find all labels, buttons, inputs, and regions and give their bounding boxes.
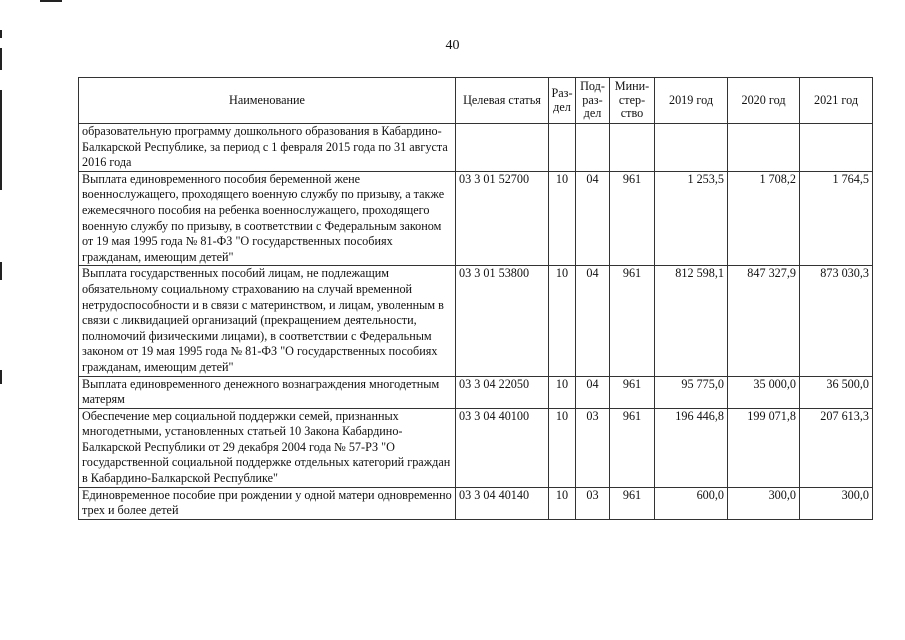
header-2019: 2019 год [655, 78, 728, 124]
row-2019: 95 775,0 [655, 376, 728, 408]
table-row [79, 487, 873, 519]
row-subsection: 04 [576, 266, 610, 376]
row-2021: 1 764,5 [800, 171, 873, 266]
scan-artifact [40, 0, 62, 2]
row-2021: 36 500,0 [800, 376, 873, 408]
row-section: 10 [549, 266, 576, 376]
row-name: Выплата единовременного денежного вознаграждения многодетным матерям [79, 376, 456, 408]
row-ministry: 961 [610, 408, 655, 487]
row-2021: 207 613,3 [800, 408, 873, 487]
table-row [79, 266, 873, 376]
row-target: 03 3 04 22050 [456, 376, 549, 408]
table-row [79, 124, 873, 172]
row-name: Обеспечение мер социальной поддержки семей, признанных многодетными, установленных статьей 10 Закона Кабардино-Балкарской Республики от 29 декабря 2004 года № 57-РЗ "О государственной социальной поддержке отдельных категорий граждан в Кабардино-Балкарской Республике" [79, 408, 456, 487]
row-ministry: 961 [610, 487, 655, 519]
row-2021: 873 030,3 [800, 266, 873, 376]
row-2019: 1 253,5 [655, 171, 728, 266]
row-2020: 300,0 [728, 487, 800, 519]
header-2021: 2021 год [800, 78, 873, 124]
row-name: Выплата единовременного пособия беременной жене военнослужащего, проходящего военную службу по призыву, а также ежемесячного пособия на ребенка военнослужащего, проходящего военную службу по призыву, в соответствии с Федеральным законом от 19 мая 1995 года № 81-ФЗ "О государственных пособиях гражданам, имеющим детей" [79, 171, 456, 266]
row-section: 10 [549, 171, 576, 266]
row-2020: 1 708,2 [728, 171, 800, 266]
scan-artifact [0, 90, 2, 190]
row-name: образовательную программу дошкольного образования в Кабардино-Балкарской Республике, за период с 1 февраля 2015 года по 31 августа 2016 года [79, 124, 456, 172]
row-target: 03 3 01 52700 [456, 171, 549, 266]
header-subsection: Под-раз-дел [576, 78, 610, 124]
row-section: 10 [549, 408, 576, 487]
header-2020: 2020 год [728, 78, 800, 124]
row-2020: 35 000,0 [728, 376, 800, 408]
budget-table [78, 77, 873, 520]
row-2020 [728, 124, 800, 172]
row-2019 [655, 124, 728, 172]
row-2021: 300,0 [800, 487, 873, 519]
row-2019: 196 446,8 [655, 408, 728, 487]
row-2019: 812 598,1 [655, 266, 728, 376]
row-subsection: 03 [576, 408, 610, 487]
row-subsection [576, 124, 610, 172]
row-ministry: 961 [610, 171, 655, 266]
row-subsection: 04 [576, 171, 610, 266]
header-name: Наименование [79, 78, 456, 124]
scan-artifact [0, 262, 2, 280]
scan-artifact [0, 30, 2, 38]
row-ministry: 961 [610, 376, 655, 408]
row-name: Выплата государственных пособий лицам, не подлежащим обязательному социальному страхованию на случай временной нетрудоспособности и в связи с материнством, и лицам, уволенным в связи с ликвидацией организаций (прекращением деятельности, полномочий физическими лицами), в соответствии с Федеральным законом от 19 мая 1995 года № 81-ФЗ "О государственных пособиях гражданам, имеющим детей" [79, 266, 456, 376]
table-row [79, 376, 873, 408]
row-2020: 847 327,9 [728, 266, 800, 376]
row-ministry: 961 [610, 266, 655, 376]
row-section [549, 124, 576, 172]
row-2021 [800, 124, 873, 172]
row-2020: 199 071,8 [728, 408, 800, 487]
row-subsection: 03 [576, 487, 610, 519]
table-row [79, 171, 873, 266]
row-subsection: 04 [576, 376, 610, 408]
row-target [456, 124, 549, 172]
header-section: Раз-дел [549, 78, 576, 124]
header-ministry: Мини-стер-ство [610, 78, 655, 124]
header-row [79, 78, 873, 124]
page-number: 40 [445, 38, 460, 53]
row-ministry [610, 124, 655, 172]
table-row [79, 408, 873, 487]
row-section: 10 [549, 376, 576, 408]
row-target: 03 3 01 53800 [456, 266, 549, 376]
row-target: 03 3 04 40140 [456, 487, 549, 519]
scan-artifact [0, 370, 2, 384]
row-target: 03 3 04 40100 [456, 408, 549, 487]
row-2019: 600,0 [655, 487, 728, 519]
row-name: Единовременное пособие при рождении у одной матери одновременно трех и более детей [79, 487, 456, 519]
header-target: Целевая статья [456, 78, 549, 124]
row-section: 10 [549, 487, 576, 519]
